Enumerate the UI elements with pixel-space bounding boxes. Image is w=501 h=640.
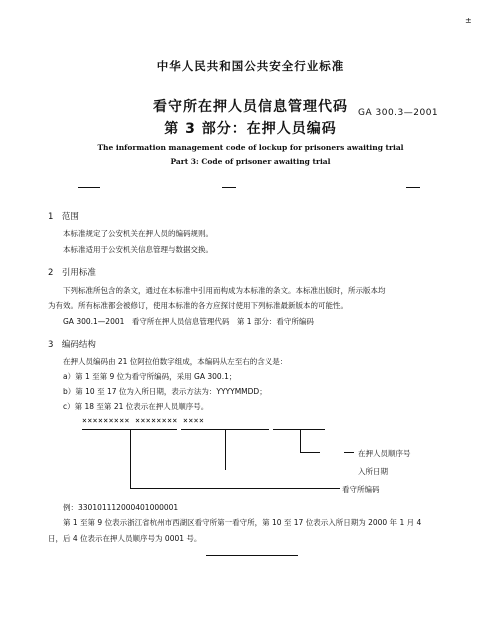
label-sequence: 在押人员顺序号 (358, 449, 411, 458)
bracket-line-lockup (130, 430, 131, 488)
code-pattern: ××××××××× ×××××××× ×××× (82, 416, 205, 425)
section-1-paragraph-2: 本标准适用于公安机关信息管理与数据交换。 (63, 245, 213, 254)
code-segment-underline-3 (273, 429, 325, 430)
standard-header: 中华人民共和国公共安全行业标准 (156, 59, 345, 73)
section-3-paragraph-1: 在押人员编码由 21 位阿拉伯数字组成，本编码从左至右的含义是： (63, 357, 288, 366)
section-1-paragraph-1: 本标准规定了公安机关在押人员的编码规则。 (63, 229, 213, 238)
section-2-reference: GA 300.1—2001 看守所在押人员信息管理代码 第 1 部分：看守所编码 (63, 317, 314, 326)
bracket-tick-sequence (300, 452, 320, 453)
section-3-item-b: b）第 10 至 17 位为入所日期，表示方法为：YYYYMMDD； (63, 387, 267, 396)
example-paragraph-1: 第 1 至第 9 位表示浙江省杭州市西湖区看守所第一看守所，第 10 至 17 位表示入所日期为 2000 年 1 月 4 (63, 518, 422, 527)
implement-date-line (222, 187, 236, 188)
section-3-heading: 3 编码结构 (48, 340, 96, 350)
example-paragraph-2: 日，后 4 位表示在押人员顺序号为 0001 号。 (48, 534, 202, 543)
issue-date-line (78, 187, 100, 188)
document-subtitle: 第 3 部分：在押人员编码 (164, 121, 337, 137)
label-date: 入所日期 (358, 467, 388, 476)
bracket-tick-lockup (130, 488, 340, 489)
document-title: 看守所在押人员信息管理代码 (153, 99, 348, 115)
section-1-heading: 1 范围 (48, 212, 79, 222)
bracket-connector-sequence (344, 452, 354, 453)
corner-mark: ± (465, 16, 472, 25)
section-2-heading: 2 引用标准 (48, 268, 96, 278)
english-title: The information management code of lockup for prisoners awaiting trial (97, 143, 404, 152)
section-2-paragraph-2: 为有效。所有标准都会被修订，使用本标准的各方应探讨使用下列标准最新版本的可能性。 (48, 301, 348, 310)
bracket-line-date (225, 430, 226, 470)
example-code: 例：330101112000401000001 (63, 503, 179, 512)
section-2-paragraph-1: 下列标准所包含的条文，通过在本标准中引用而构成为本标准的条文。本标准出版时，所示版本均 (63, 286, 386, 295)
standard-number: GA 300.3—2001 (358, 108, 439, 118)
label-lockup-code: 看守所编码 (342, 485, 380, 494)
section-3-item-a: a）第 1 至第 9 位为看守所编码，采用 GA 300.1； (63, 372, 237, 381)
english-subtitle: Part 3: Code of prisoner awaiting trial (170, 157, 331, 166)
right-date-line (406, 187, 420, 188)
section-3-item-c: c）第 18 至第 21 位表示在押人员顺序号。 (63, 402, 209, 411)
closing-rule (206, 555, 298, 556)
bracket-line-sequence (300, 430, 301, 452)
